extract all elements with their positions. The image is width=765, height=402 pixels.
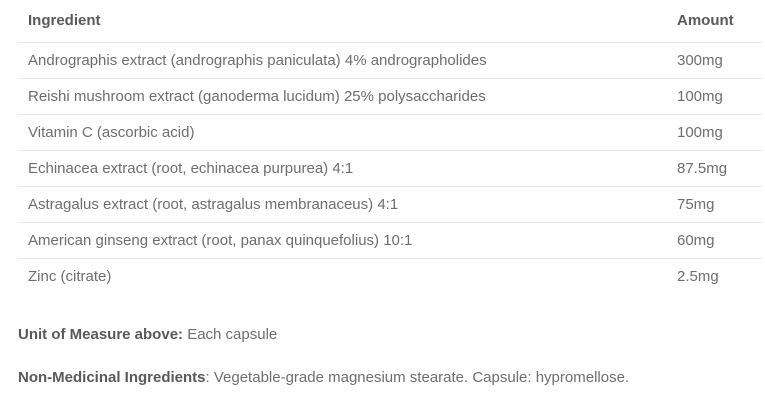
ingredients-table	[18, 0, 762, 294]
unit-of-measure-note	[0, 325, 765, 345]
ingredient-cell: Zinc (citrate)	[28, 268, 112, 285]
non-medicinal-ingredients-note	[0, 368, 765, 388]
table-row	[18, 43, 762, 79]
table-row	[18, 187, 762, 223]
column-header-amount: Amount	[667, 0, 762, 43]
amount-cell: 60mg	[667, 223, 762, 259]
amount-cell: 100mg	[667, 115, 762, 151]
ingredient-cell: Astragalus extract (root, astragalus membranaceus) 4:1	[18, 187, 667, 223]
amount-cell: 300mg	[667, 43, 762, 79]
ingredient-cell: Andrographis extract (andrographis paniculata) 4% andrographolides	[18, 43, 667, 79]
ingredient-cell: American ginseng extract (root, panax quinquefolius) 10:1	[18, 223, 667, 259]
table-row	[18, 259, 762, 295]
ingredient-cell: Reishi mushroom extract (ganoderma lucidum) 25% polysaccharides	[18, 79, 667, 115]
table-row	[18, 79, 762, 115]
amount-cell: 75mg	[667, 187, 762, 223]
ingredient-cell: Echinacea extract (root, echinacea purpurea) 4:1	[18, 151, 667, 187]
table-row	[18, 115, 762, 151]
unit-of-measure-value: Each capsule	[183, 326, 278, 343]
amount-cell: 2.5mg	[677, 268, 719, 285]
table-row	[18, 223, 762, 259]
amount-cell: 87.5mg	[667, 151, 762, 187]
column-header-ingredient: Ingredient	[18, 0, 667, 43]
table-header-row	[18, 0, 762, 43]
ingredient-cell: Vitamin C (ascorbic acid)	[18, 115, 667, 151]
table-row	[18, 151, 762, 187]
unit-of-measure-label: Unit of Measure above:	[18, 326, 184, 343]
amount-cell: 100mg	[667, 79, 762, 115]
non-medicinal-ingredients-label: Non-Medicinal Ingredients	[18, 369, 206, 386]
non-medicinal-ingredients-value: : Vegetable-grade magnesium stearate. Capsule: hypromellose.	[205, 369, 630, 386]
